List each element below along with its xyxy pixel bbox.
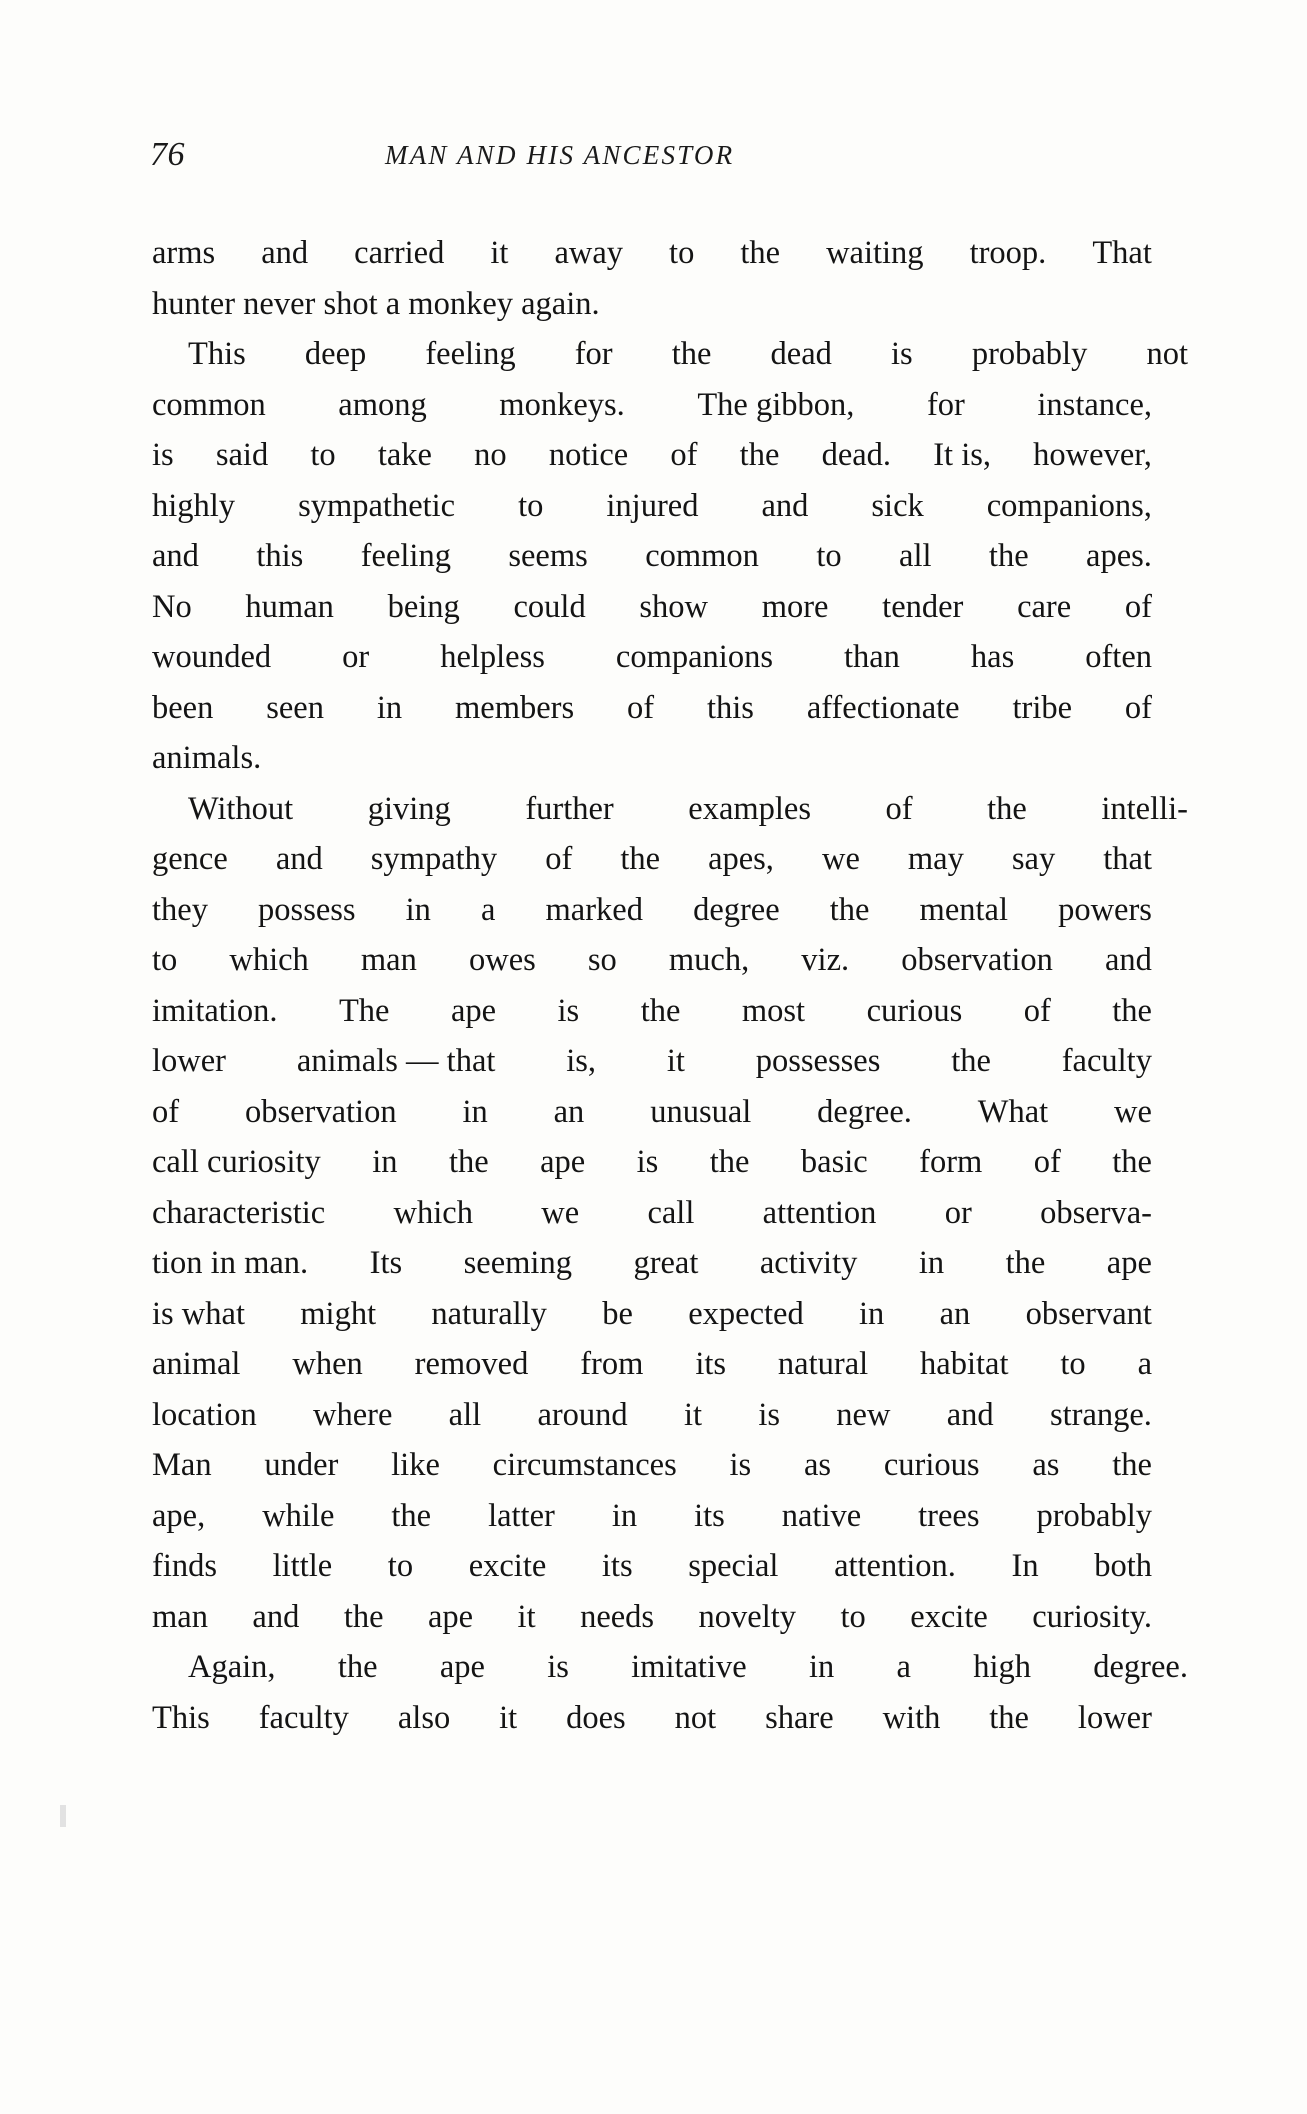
word: seeming: [463, 1245, 572, 1281]
word: its: [695, 1346, 727, 1382]
word: This: [188, 336, 246, 372]
word: man: [152, 1598, 208, 1635]
word: the: [829, 891, 870, 928]
word: curious: [883, 1447, 980, 1483]
page-header: [150, 136, 1160, 180]
text-line: [152, 784, 1188, 835]
word: companions: [615, 639, 773, 675]
word: companions,: [986, 487, 1152, 524]
word: we: [541, 1194, 580, 1231]
word: gence: [152, 841, 228, 877]
word: tender: [882, 588, 964, 625]
word: needs: [580, 1598, 655, 1635]
word: the: [988, 538, 1029, 574]
word: and: [946, 1396, 994, 1433]
word: dead.: [821, 437, 892, 473]
word: call: [647, 1194, 695, 1231]
word: imitation.: [152, 992, 278, 1029]
word: to: [387, 1548, 414, 1584]
word: imitative: [631, 1649, 747, 1685]
word: we: [1114, 1093, 1152, 1130]
word: the: [391, 1497, 432, 1534]
word: Its: [369, 1245, 403, 1281]
word: degree.: [1093, 1649, 1188, 1685]
word: in: [376, 689, 403, 726]
word: is: [758, 1396, 780, 1433]
word: the: [989, 1699, 1029, 1736]
word: animals — that: [296, 1043, 496, 1079]
word: circumstances: [492, 1447, 677, 1483]
word: lower: [152, 1043, 226, 1079]
word: The: [338, 992, 390, 1029]
word: monkeys.: [499, 386, 625, 423]
text-line: [152, 1491, 1152, 1542]
word: feeling: [425, 336, 516, 372]
word: the: [620, 841, 661, 877]
word: observant: [1025, 1295, 1152, 1332]
word: animal: [152, 1346, 241, 1382]
word: native: [781, 1497, 862, 1534]
word: highly: [152, 487, 236, 524]
text-line: [152, 935, 1152, 986]
word: strange.: [1049, 1396, 1152, 1433]
word: location: [152, 1396, 257, 1433]
word: is: [557, 992, 580, 1029]
word: that: [1103, 841, 1152, 877]
text-line: [152, 582, 1152, 633]
word: an: [939, 1295, 971, 1332]
word: this: [706, 689, 754, 726]
word: viz.: [801, 942, 850, 978]
word: probably: [1036, 1497, 1152, 1534]
text-line: [152, 1238, 1152, 1289]
word: when: [292, 1346, 363, 1382]
word: ape: [439, 1649, 485, 1685]
word: in: [462, 1093, 488, 1130]
word: of: [627, 689, 655, 726]
text-line: [152, 228, 1152, 279]
word: marked: [545, 891, 643, 928]
word: is: [152, 437, 174, 473]
word: in: [808, 1649, 835, 1685]
word: excite: [468, 1548, 547, 1584]
word: powers: [1058, 891, 1152, 928]
word: of: [1124, 689, 1152, 726]
text-line: [152, 683, 1152, 734]
word: apes,: [708, 841, 774, 877]
word: to: [1060, 1346, 1086, 1382]
word: this: [256, 538, 304, 574]
word: in: [611, 1497, 638, 1534]
word: the: [1112, 992, 1152, 1029]
word: finds: [152, 1548, 217, 1584]
text-line: [152, 1592, 1152, 1643]
text-line: [152, 329, 1188, 380]
word: common: [152, 386, 266, 423]
word: examples: [688, 790, 811, 827]
word: been: [152, 689, 214, 726]
word: human: [245, 588, 334, 625]
word: could: [513, 588, 586, 625]
text-line: [152, 885, 1152, 936]
word: form: [919, 1144, 983, 1180]
word: tribe: [1012, 689, 1073, 726]
word: of: [1033, 1144, 1061, 1180]
word: is: [547, 1649, 569, 1685]
word: curiosity.: [1032, 1598, 1152, 1635]
word: while: [262, 1497, 335, 1534]
word: of: [1124, 588, 1152, 625]
word: might: [300, 1295, 377, 1332]
word: to: [310, 437, 336, 473]
word: is: [891, 336, 913, 372]
word: man: [360, 942, 417, 978]
word: troop.: [969, 235, 1047, 271]
word: common: [645, 538, 759, 574]
word: the: [709, 1144, 750, 1180]
running-head: MAN AND HIS ANCESTOR: [385, 140, 735, 170]
word: to: [152, 942, 178, 978]
text-line: animals.: [152, 740, 262, 776]
word: all: [448, 1396, 482, 1433]
word: around: [537, 1396, 628, 1433]
word: the: [739, 437, 780, 473]
word: so: [587, 942, 617, 978]
word: in: [918, 1245, 945, 1281]
word: dead: [770, 336, 832, 372]
word: activity: [759, 1245, 858, 1281]
word: ape,: [152, 1497, 206, 1534]
word: the: [343, 1598, 384, 1635]
word: of: [885, 790, 913, 827]
word: excite: [910, 1598, 988, 1635]
word: basic: [800, 1144, 868, 1180]
word: mental: [919, 891, 1008, 928]
word: said: [215, 437, 269, 473]
word: all: [899, 538, 932, 574]
word: the: [448, 1144, 489, 1180]
word: the: [1112, 1144, 1152, 1180]
word: and: [275, 841, 323, 877]
word: instance,: [1037, 386, 1152, 423]
word: This: [152, 1699, 210, 1736]
word: than: [843, 639, 900, 675]
word: the: [640, 992, 681, 1029]
word: more: [761, 588, 829, 625]
word: and: [1104, 942, 1152, 978]
word: Without: [188, 790, 294, 827]
word: observa-: [1040, 1194, 1152, 1231]
word: What: [977, 1093, 1049, 1130]
word: novelty: [698, 1598, 796, 1635]
word: from: [580, 1346, 644, 1382]
word: ape: [450, 992, 497, 1029]
text-line: [152, 1087, 1152, 1138]
word: be: [602, 1295, 633, 1332]
word: to: [840, 1598, 866, 1635]
word: further: [525, 790, 614, 827]
word: also: [397, 1699, 451, 1736]
word: a: [1137, 1346, 1152, 1382]
text-line: hunter never shot a monkey again.: [152, 285, 600, 322]
word: removed: [414, 1346, 529, 1382]
word: probably: [971, 336, 1088, 372]
word: the: [671, 336, 712, 372]
word: of: [545, 841, 573, 877]
text-line: [152, 1642, 1188, 1693]
word: ape: [540, 1144, 586, 1180]
text-line: [152, 1693, 1152, 1744]
word: great: [633, 1245, 699, 1281]
word: to: [816, 538, 842, 574]
word: no: [474, 437, 507, 473]
word: The gibbon,: [697, 386, 855, 423]
word: In: [1011, 1548, 1039, 1584]
word: the: [987, 790, 1027, 827]
word: where: [312, 1396, 393, 1433]
word: the: [740, 235, 781, 271]
word: the: [951, 1043, 991, 1079]
word: possess: [258, 891, 356, 928]
word: a: [481, 891, 496, 928]
word: affectionate: [806, 689, 960, 726]
word: curious: [866, 992, 963, 1029]
word: new: [836, 1396, 891, 1433]
word: to: [518, 487, 544, 524]
word: or: [342, 639, 370, 675]
word: share: [765, 1699, 834, 1736]
word: the: [337, 1649, 378, 1685]
word: under: [264, 1447, 339, 1483]
word: we: [821, 841, 860, 877]
word: the: [1112, 1447, 1152, 1483]
word: in: [859, 1295, 885, 1332]
word: apes.: [1086, 538, 1152, 574]
word: like: [391, 1447, 440, 1483]
word: in: [405, 891, 431, 928]
text-line: [152, 1289, 1152, 1340]
word: observation: [901, 942, 1053, 978]
word: seen: [266, 689, 324, 726]
word: of: [1023, 992, 1051, 1029]
word: as: [804, 1447, 832, 1483]
word: ape: [1106, 1245, 1152, 1281]
word: deep: [304, 336, 367, 372]
word: among: [338, 386, 427, 423]
word: with: [882, 1699, 941, 1736]
word: tion in man.: [152, 1245, 309, 1281]
word: is: [636, 1144, 659, 1180]
word: lower: [1077, 1699, 1152, 1736]
word: little: [272, 1548, 333, 1584]
word: attention: [762, 1194, 877, 1231]
word: It is,: [933, 437, 991, 473]
word: which: [393, 1194, 473, 1231]
word: faculty: [258, 1699, 349, 1736]
word: of: [152, 1093, 180, 1130]
word: Again,: [188, 1649, 276, 1685]
word: Man: [152, 1447, 212, 1483]
word: to: [669, 235, 695, 271]
word: notice: [548, 437, 629, 473]
word: ape: [427, 1598, 474, 1635]
word: degree: [693, 891, 780, 928]
text-line: [152, 632, 1152, 683]
word: naturally: [431, 1295, 547, 1332]
page-number: 76: [150, 136, 185, 173]
word: it: [666, 1043, 685, 1079]
word: an: [553, 1093, 585, 1130]
body-text: [152, 228, 1188, 1743]
text-line: [152, 1541, 1152, 1592]
text-line: [152, 481, 1152, 532]
word: or: [944, 1194, 972, 1231]
word: sick: [871, 487, 924, 524]
word: arms: [152, 235, 216, 271]
word: not: [1146, 336, 1188, 372]
word: habitat: [920, 1346, 1009, 1382]
word: may: [907, 841, 964, 877]
word: as: [1032, 1447, 1060, 1483]
word: it: [683, 1396, 703, 1433]
word: however,: [1033, 437, 1152, 473]
text-line: [152, 380, 1152, 431]
word: high: [973, 1649, 1031, 1685]
word: much,: [668, 942, 750, 978]
word: That: [1092, 235, 1152, 271]
word: and: [261, 235, 309, 271]
text-line: [152, 1339, 1152, 1390]
text-line: [152, 986, 1152, 1037]
word: for: [926, 386, 965, 423]
word: characteristic: [152, 1194, 326, 1231]
word: a: [896, 1649, 911, 1685]
word: does: [566, 1699, 626, 1736]
word: faculty: [1061, 1043, 1152, 1079]
word: giving: [367, 790, 451, 827]
word: observation: [244, 1093, 397, 1130]
word: both: [1094, 1548, 1152, 1584]
word: call curiosity: [152, 1144, 321, 1180]
word: show: [639, 588, 709, 625]
word: not: [674, 1699, 717, 1736]
word: is,: [566, 1043, 597, 1079]
word: helpless: [440, 639, 545, 675]
page-artifact: [60, 1805, 66, 1827]
word: seems: [508, 538, 588, 574]
word: natural: [777, 1346, 869, 1382]
word: attention.: [834, 1548, 956, 1584]
word: owes: [468, 942, 536, 978]
word: unusual: [650, 1093, 752, 1130]
word: injured: [606, 487, 699, 524]
word: and: [761, 487, 809, 524]
word: for: [574, 336, 613, 372]
word: it: [499, 1699, 518, 1736]
text-line: [152, 1036, 1152, 1087]
word: possesses: [755, 1043, 881, 1079]
text-line: [152, 531, 1152, 582]
word: intelli-: [1101, 790, 1188, 827]
word: and: [152, 538, 199, 574]
word: members: [455, 689, 575, 726]
word: it: [517, 1598, 536, 1635]
word: latter: [488, 1497, 555, 1534]
word: say: [1011, 841, 1056, 877]
word: in: [372, 1144, 398, 1180]
word: they: [152, 891, 208, 928]
word: its: [601, 1548, 633, 1584]
word: is: [729, 1447, 752, 1483]
word: sympathetic: [298, 487, 456, 524]
word: most: [741, 992, 806, 1029]
word: special: [688, 1548, 779, 1584]
word: the: [1005, 1245, 1046, 1281]
word: care: [1017, 588, 1072, 625]
word: often: [1085, 639, 1152, 675]
word: sympathy: [370, 841, 498, 877]
text-line: [152, 834, 1152, 885]
text-line: [152, 1137, 1152, 1188]
text-line: [152, 430, 1152, 481]
word: degree.: [817, 1093, 912, 1130]
word: take: [377, 437, 432, 473]
word: which: [229, 942, 309, 978]
word: carried: [354, 235, 445, 271]
word: away: [554, 235, 624, 271]
text-line: [152, 1390, 1152, 1441]
word: expected: [688, 1295, 804, 1332]
word: of: [670, 437, 698, 473]
word: trees: [918, 1497, 980, 1534]
text-line: [152, 1440, 1152, 1491]
text-line: [152, 1188, 1152, 1239]
word: wounded: [152, 639, 272, 675]
word: its: [694, 1497, 725, 1534]
word: and: [252, 1598, 300, 1635]
word: No: [152, 588, 192, 625]
word: has: [970, 639, 1015, 675]
word: being: [387, 588, 460, 625]
word: feeling: [360, 538, 451, 574]
word: waiting: [826, 235, 924, 271]
word: is what: [152, 1295, 245, 1332]
word: it: [490, 235, 509, 271]
